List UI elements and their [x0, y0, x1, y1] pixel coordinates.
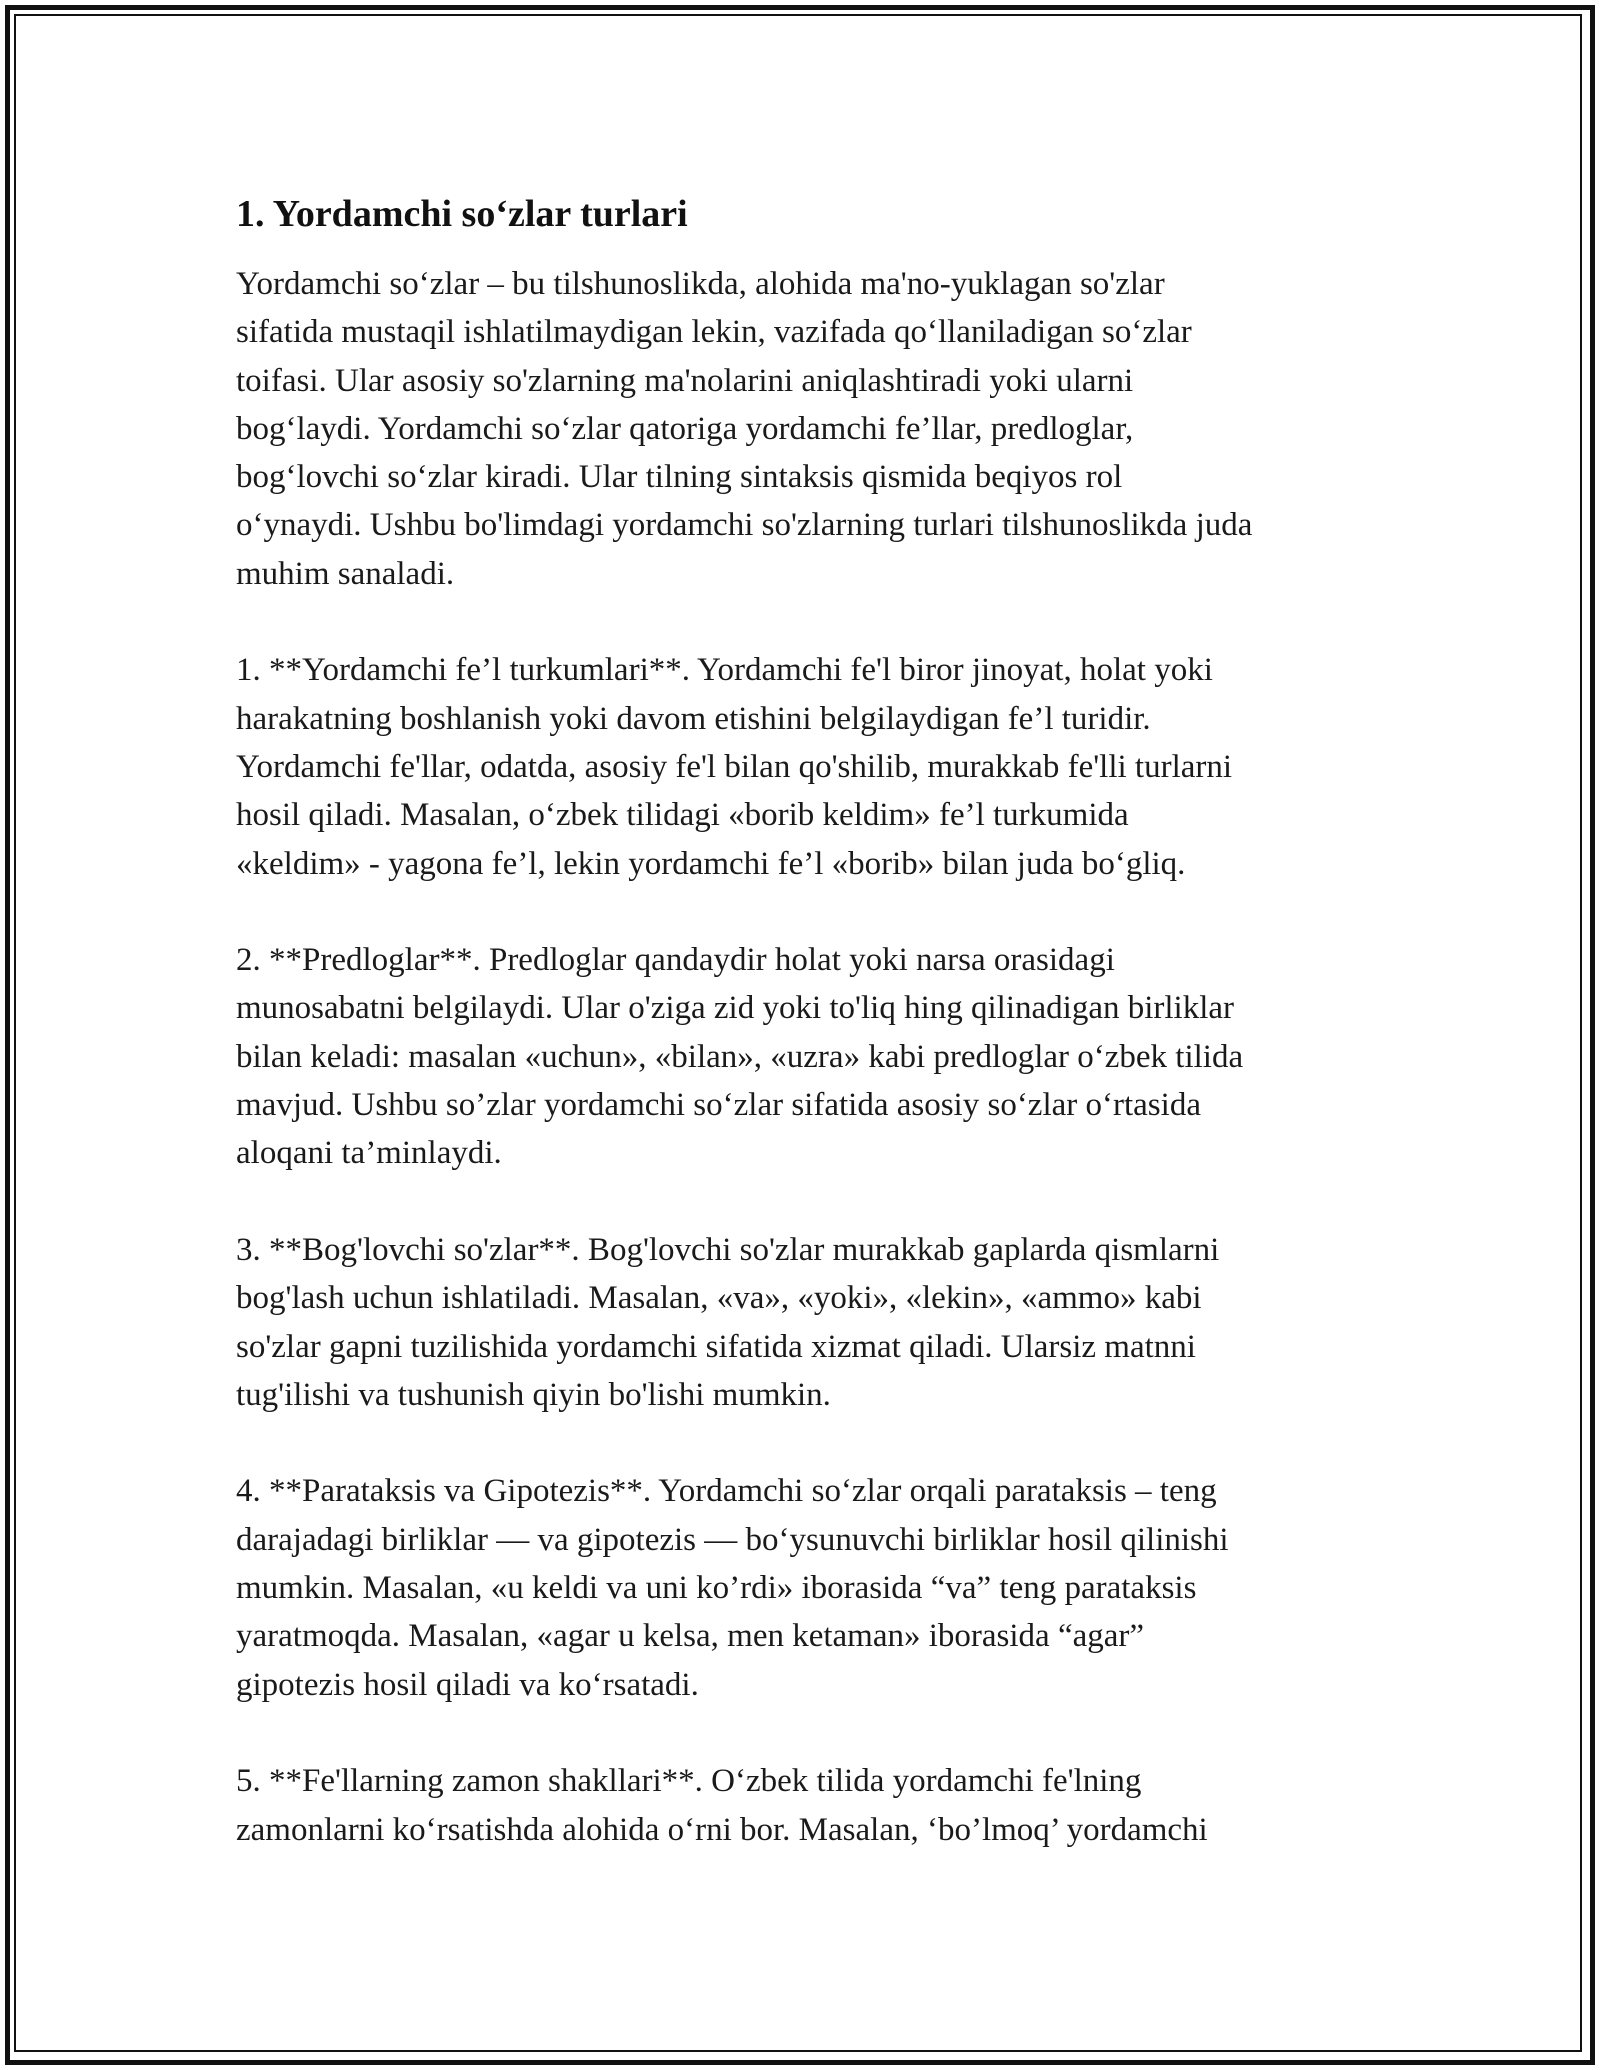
text-line: muhim sanaladi. [236, 555, 455, 592]
list-item-2-paragraph [236, 936, 1386, 1177]
text-line: so'zlar gapni tuzilishida yordamchi sifatida xizmat qiladi. Ularsiz matnni [236, 1328, 1196, 1365]
text-line: Yordamchi fe'llar, odatda, asosiy fe'l bilan qo'shilib, murakkab fe'lli turlarni [236, 748, 1233, 785]
list-item-1-paragraph [236, 646, 1386, 887]
intro-paragraph [236, 260, 1386, 598]
text-line: bilan keladi: masalan «uchun», «bilan», «uzra» kabi predloglar o‘zbek tilida [236, 1038, 1244, 1075]
text-line: bog‘laydi. Yordamchi so‘zlar qatoriga yordamchi fe’llar, predloglar, [236, 410, 1134, 447]
text-line: Yordamchi so‘zlar – bu tilshunoslikda, alohida ma'no-yuklagan so'zlar [236, 266, 1165, 302]
text-line: 4. **Parataksis va Gipotezis**. Yordamchi so‘zlar orqali parataksis – teng [236, 1473, 1217, 1510]
text-line: bog‘lovchi so‘zlar kiradi. Ular tilning sintaksis qismida beqiyos rol [236, 459, 1123, 496]
text-line: zamonlarni ko‘rsatishda alohida o‘rni bor. Masalan, ‘bo’lmoq’ yordamchi [236, 1811, 1208, 1848]
list-item-5-paragraph [236, 1757, 1386, 1854]
document-body [236, 188, 1386, 1902]
text-line: o‘ynaydi. Ushbu bo'limdagi yordamchi so'zlarning turlari tilshunoslikda juda [236, 507, 1253, 544]
text-line: 3. **Bog'lovchi so'zlar**. Bog'lovchi so'zlar murakkab gaplarda qismlarni [236, 1231, 1220, 1268]
text-line: «keldim» - yagona fe’l, lekin yordamchi fe’l «borib» bilan juda bo‘gliq. [236, 845, 1186, 882]
text-line: darajadagi birliklar — va gipotezis — bo‘ysunuvchi birliklar hosil qilinishi [236, 1521, 1229, 1558]
list-item-4-paragraph [236, 1467, 1386, 1708]
text-line: harakatning boshlanish yoki davom etishini belgilaydigan fe’l turidir. [236, 700, 1151, 737]
text-line: mavjud. Ushbu so’zlar yordamchi so‘zlar sifatida asosiy so‘zlar o‘rtasida [236, 1087, 1201, 1124]
text-line: toifasi. Ular asosiy so'zlarning ma'nolarini aniqlashtiradi yoki ularni [236, 362, 1134, 399]
text-line: mumkin. Masalan, «u keldi va uni ko’rdi» iborasida “va” teng parataksis [236, 1570, 1197, 1607]
text-line: munosabatni belgilaydi. Ular o'ziga zid yoki to'liq hing qilinadigan birliklar [236, 990, 1235, 1027]
text-line: tug'ilishi va tushunish qiyin bo'lishi mumkin. [236, 1376, 831, 1413]
text-line: aloqani ta’minlaydi. [236, 1135, 502, 1172]
section-title: 1. Yordamchi so‘zlar turlari [236, 193, 688, 235]
text-line: hosil qiladi. Masalan, o‘zbek tilidagi «borib keldim» fe’l turkumida [236, 797, 1129, 834]
text-line: bog'lash uchun ishlatiladi. Masalan, «va», «yoki», «lekin», «ammo» kabi [236, 1280, 1202, 1317]
text-line: yaratmoqda. Masalan, «agar u kelsa, men ketaman» iborasida “agar” [236, 1618, 1145, 1655]
text-line: 5. **Fe'llarning zamon shakllari**. O‘zbek tilida yordamchi fe'lning [236, 1763, 1142, 1800]
list-item-3-paragraph [236, 1226, 1386, 1419]
text-line: gipotezis hosil qiladi va ko‘rsatadi. [236, 1666, 699, 1703]
text-line: 1. **Yordamchi fe’l turkumlari**. Yordamchi fe'l biror jinoyat, holat yoki [236, 652, 1213, 689]
text-line: 2. **Predloglar**. Predloglar qandaydir holat yoki narsa orasidagi [236, 942, 1115, 979]
text-line: sifatida mustaqil ishlatilmaydigan lekin, vazifada qo‘llaniladigan so‘zlar [236, 314, 1192, 351]
